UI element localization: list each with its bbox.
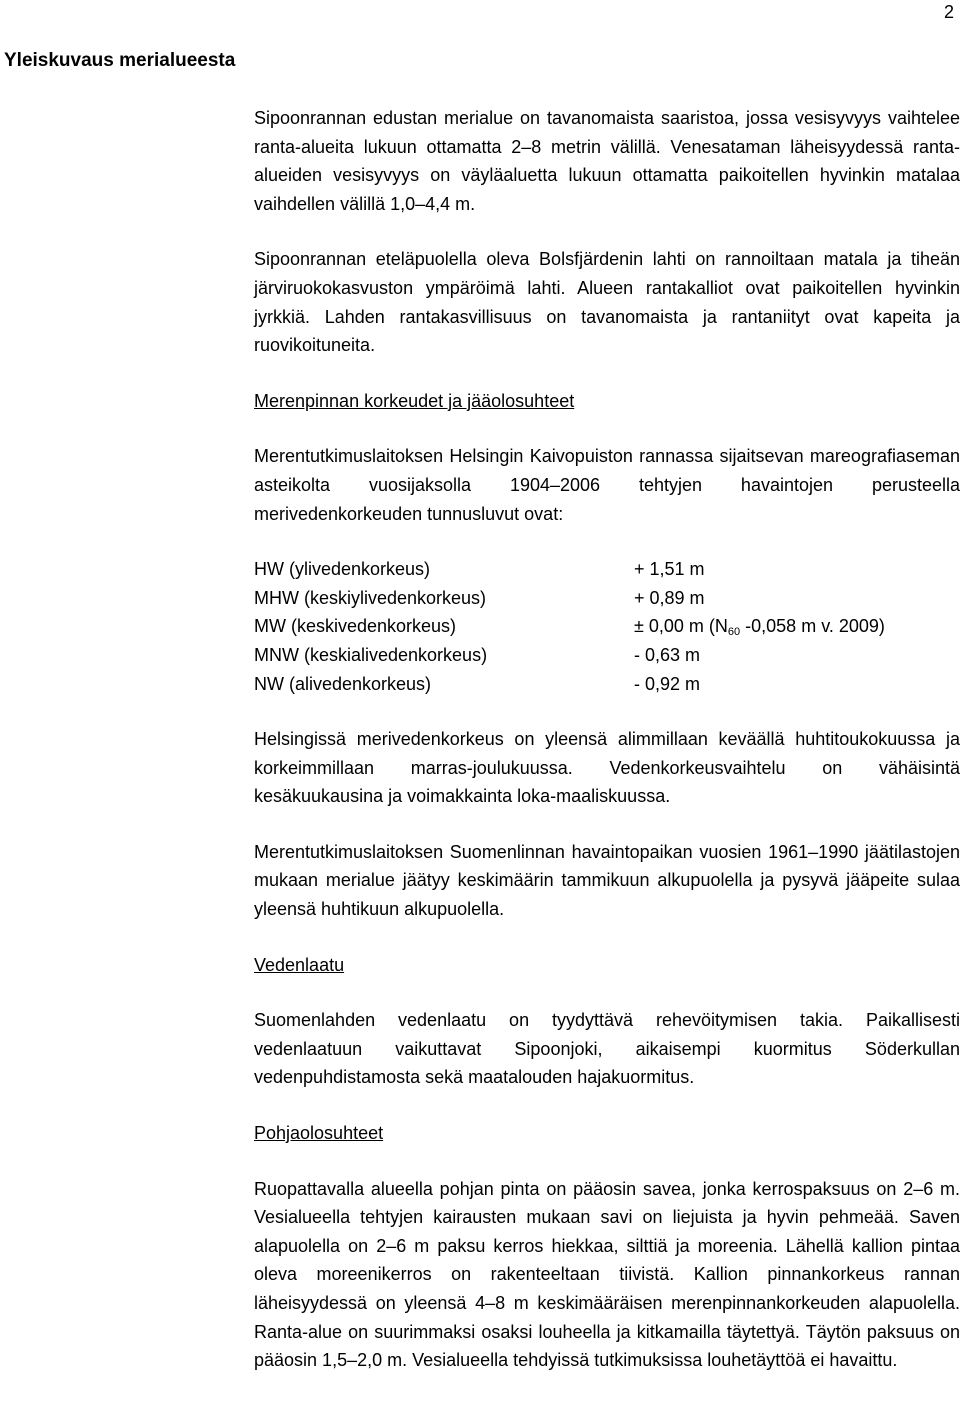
water-level-row bbox=[254, 670, 960, 699]
paragraph-ice-statistics: Merentutkimuslaitoksen Suomenlinnan havaintopaikan vuosien 1961–1990 jäätilastojen mukaan merialue jäätyy keskimäärin tammikuun alkupuolella ja pysyvä jääpeite sulaa yleensä huhtikuun alkupuolella. bbox=[254, 841, 960, 920]
water-level-row bbox=[254, 641, 960, 670]
water-level-name: MNW (keskialivedenkorkeus) bbox=[254, 644, 488, 665]
page-number: 2 bbox=[943, 2, 954, 22]
water-level-row bbox=[254, 612, 960, 641]
subheading-water-quality: Vedenlaatu bbox=[254, 954, 345, 975]
paragraph-bolsfjarden-bay: Sipoonrannan eteläpuolella oleva Bolsfjärdenin lahti on rannoiltaan matala ja tiheän järviruokokasvuston ympäröimä lahti. Alueen rantakalliot ovat paikoitellen hyvinkin jyrkkiä. Lahden rantakasvillisuus on tavanomaista ja rantaniityt ovat kapeita ja ruovikoituneita. bbox=[254, 249, 960, 356]
water-level-value: - 0,92 m bbox=[634, 673, 701, 694]
water-level-row bbox=[254, 584, 960, 613]
water-level-name: HW (ylivedenkorkeus) bbox=[254, 559, 431, 580]
water-level-value-suffix: -0,058 m v. 2009) bbox=[740, 616, 885, 637]
water-level-value bbox=[634, 612, 885, 641]
water-level-table bbox=[254, 555, 960, 698]
water-level-name: MHW (keskiylivedenkorkeus) bbox=[254, 587, 487, 608]
paragraph-seabed-conditions: Ruopattavalla alueella pohjan pinta on pääosin savea, jonka kerrospaksuus on 2–6 m. Vesialueella tehtyjen kairausten mukaan savi on liejuista ja hyvin pehmeää. Saven alapuolella on 2–6 m paksu kerros hiekkaa, silttiä ja moreenia. Lähellä kallion pintaa oleva moreenikerros on rakenteeltaan tiivistä. Kallion pinnankorkeus rannan läheisyydessä on yleensä 4–8 m keskimääräisen merenpinnankorkeuden alapuolella. Ranta-alue on suurimmaksi osaksi louheella ja kitkamailla täytettyä. Täytön paksuus on pääosin 1,5–2,0 m. Vesialueella tehdyissä tutkimuksissa louhetäyttöä ei havaittu. bbox=[254, 1178, 960, 1371]
paragraph-mareograph: Merentutkimuslaitoksen Helsingin Kaivopuiston rannassa sijaitsevan mareografiaseman asteikolta vuosijaksolla 1904–2006 tehtyjen havaintojen perusteella merivedenkorkeuden tunnusluvut ovat: bbox=[254, 446, 960, 524]
document-body bbox=[254, 104, 960, 1402]
water-level-value: + 0,89 m bbox=[634, 587, 705, 608]
water-level-value: + 1,51 m bbox=[634, 559, 705, 580]
water-level-value-main: ± 0,00 m (N bbox=[634, 616, 728, 637]
subheading-sea-levels: Merenpinnan korkeudet ja jääolosuhteet bbox=[254, 390, 575, 411]
paragraph-seabed-depths: Sipoonrannan edustan merialue on tavanomaista saaristoa, jossa vesisyvyys vaihtelee ranta-alueita lukuun ottamatta 2–8 metrin välillä. Venesataman läheisyydessä ranta-alueiden vesisyvyys on väyläaluetta lukuun ottamatta paikoitellen hyvinkin matalaa vaihdellen välillä 1,0–4,4 m. bbox=[254, 108, 960, 214]
subheading-seabed-conditions: Pohjaolosuhteet bbox=[254, 1123, 384, 1144]
water-level-name: NW (alivedenkorkeus) bbox=[254, 673, 432, 694]
water-level-value: - 0,63 m bbox=[634, 644, 701, 665]
water-level-row bbox=[254, 555, 960, 584]
water-level-subscript: 60 bbox=[727, 626, 741, 639]
water-level-name: MW (keskivedenkorkeus) bbox=[254, 616, 457, 637]
paragraph-seasonal-levels: Helsingissä merivedenkorkeus on yleensä alimmillaan keväällä huhtitoukokuussa ja korkeimmillaan marras-joulukuussa. Vedenkorkeusvaihtelu on vähäisintä kesäkuukausina ja voimakkainta loka-maaliskuussa. bbox=[254, 729, 960, 807]
paragraph-water-quality: Suomenlahden vedenlaatu on tyydyttävä rehevöitymisen takia. Paikallisesti vedenlaatuun vaikuttavat Sipoonjoki, aikaisempi kuormitus Söderkullan vedenpuhdistamosta sekä maatalouden hajakuormitus. bbox=[254, 1010, 960, 1088]
section-heading: Yleiskuvaus merialueesta bbox=[4, 50, 236, 71]
